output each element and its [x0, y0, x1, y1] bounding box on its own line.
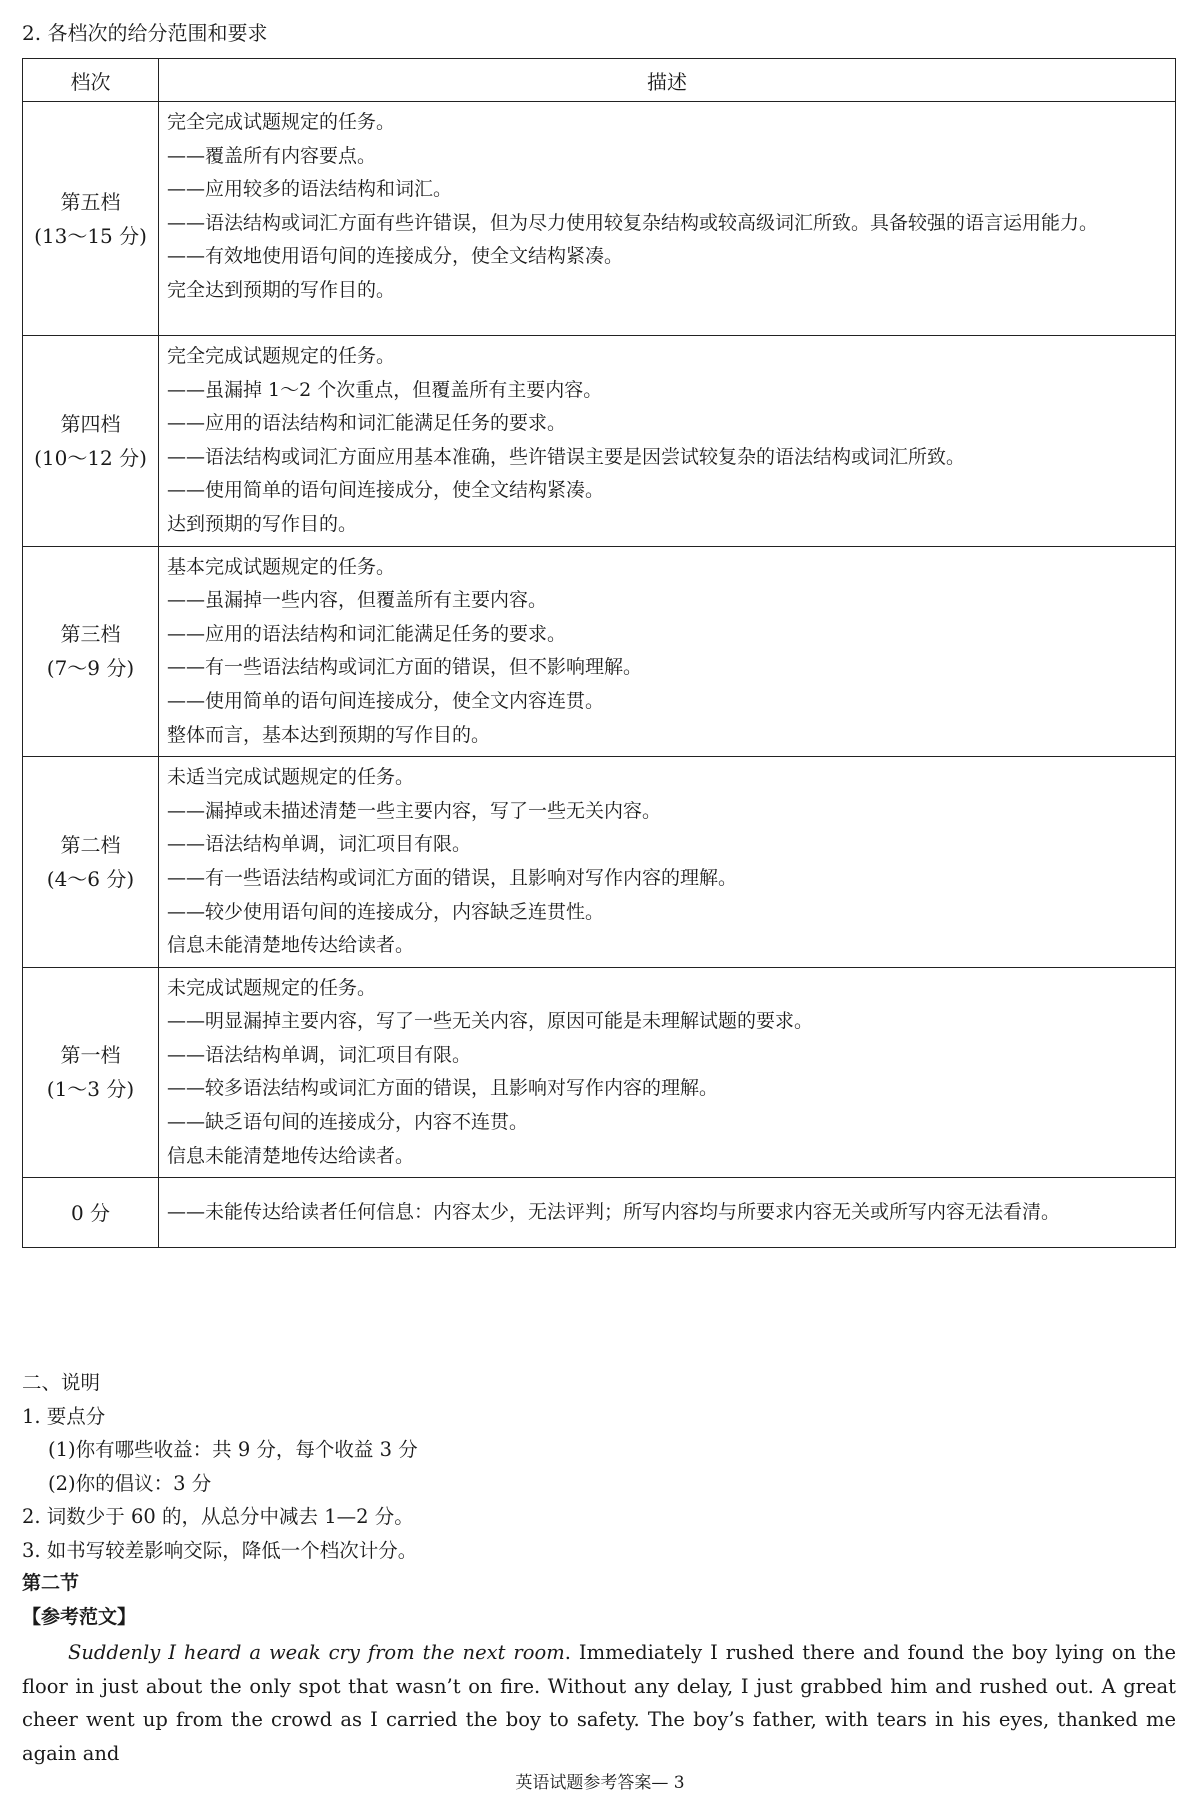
description-line: ——语法结构或词汇方面有些许错误，但为尽力使用较复杂结构或较高级词汇所致。具备较强的语言运用能力。 [167, 211, 1099, 234]
table-row [23, 757, 1176, 968]
grading-table [22, 58, 1176, 1248]
level-score-range: (4～6 分) [46, 866, 135, 891]
description-line: 完全完成试题规定的任务。 [167, 345, 396, 367]
level-name: 第二档 [60, 832, 121, 857]
note-item-2: 2. 词数少于 60 的，从总分中减去 1—2 分。 [22, 1505, 414, 1528]
reference-essay [22, 1636, 1176, 1770]
description-line: 基本完成试题规定的任务。 [167, 555, 396, 578]
description-line: ——语法结构单调，词汇项目有限。 [167, 1043, 472, 1066]
description-cell [159, 757, 1176, 968]
level-name: 第四档 [60, 411, 121, 436]
description-line: ——使用简单的语句间连接成分，使全文结构紧凑。 [167, 479, 605, 502]
table-header-row [23, 59, 1176, 102]
notes-title: 二、说明 [22, 1371, 101, 1394]
level-cell [23, 757, 159, 968]
section-heading: 2. 各档次的给分范围和要求 [22, 21, 268, 45]
level-score-range: (7～9 分) [46, 656, 135, 681]
description-line: 整体而言，基本达到预期的写作目的。 [167, 723, 491, 746]
description-cell [159, 1178, 1176, 1248]
column-header-description: 描述 [159, 59, 1176, 102]
description-cell [159, 967, 1176, 1178]
level-name: 第一档 [60, 1043, 121, 1068]
level-cell [23, 546, 159, 757]
description-line: 完全完成试题规定的任务。 [167, 111, 396, 133]
essay-opening-sentence: Suddenly I heard a weak cry from the next room [68, 1641, 565, 1664]
level-score-range: (13～15 分) [34, 223, 147, 248]
reference-essay-heading: 【参考范文】 [22, 1605, 137, 1628]
description-line: ——有一些语法结构或词汇方面的错误，但不影响理解。 [167, 656, 643, 679]
description-line: ——有一些语法结构或词汇方面的错误，且影响对写作内容的理解。 [167, 866, 738, 889]
description-cell [159, 546, 1176, 757]
level-cell [23, 967, 159, 1178]
note-item-3: 3. 如书写较差影响交际，降低一个档次计分。 [22, 1538, 418, 1562]
level-name: 0 分 [70, 1200, 111, 1225]
description-line: 达到预期的写作目的。 [167, 512, 358, 535]
note-item-1a: (1)你有哪些收益：共 9 分，每个收益 3 分 [48, 1438, 418, 1461]
description-line: ——语法结构单调，词汇项目有限。 [167, 833, 472, 856]
note-item-1: 1. 要点分 [22, 1404, 106, 1428]
level-cell [23, 336, 159, 547]
description-line: 信息未能清楚地传达给读者。 [167, 934, 415, 957]
note-item-1b: (2)你的倡议：3 分 [48, 1471, 212, 1495]
description-line: 未完成试题规定的任务。 [167, 976, 377, 999]
description-line: ——覆盖所有内容要点。 [167, 144, 377, 167]
description-line: ——较少使用语句间的连接成分，内容缺乏连贯性。 [167, 900, 605, 923]
description-cell [159, 336, 1176, 547]
description-line: ——虽漏掉 1～2 个次重点，但覆盖所有主要内容。 [167, 378, 603, 401]
description-line: 未适当完成试题规定的任务。 [167, 766, 415, 789]
essay-body: . Immediately I rushed there and found the boy lying on the floor in just about the only spot that wasn’t on fire. Without any delay, I just grabbed him and rushed out. A great cheer went up from the crowd as I carried the boy to safety. The boy’s father, with tears in his eyes, thanked me again and [22, 1641, 1176, 1765]
level-cell [23, 102, 159, 336]
level-score-range: (10～12 分) [34, 445, 147, 470]
description-line: ——应用的语法结构和词汇能满足任务的要求。 [167, 412, 567, 435]
level-name: 第五档 [60, 189, 121, 214]
page-footer: 英语试题参考答案— 3 [515, 1773, 685, 1793]
description-line: ——明显漏掉主要内容，写了一些无关内容，原因可能是未理解试题的要求。 [167, 1010, 814, 1033]
description-line: 信息未能清楚地传达给读者。 [167, 1144, 415, 1167]
level-cell [23, 1178, 159, 1248]
description-line: ——较多语法结构或词汇方面的错误，且影响对写作内容的理解。 [167, 1077, 719, 1100]
level-name: 第三档 [60, 622, 121, 647]
description-line: ——未能传达给读者任何信息：内容太少，无法评判；所写内容均与所要求内容无关或所写内容无法看清。 [167, 1200, 1061, 1223]
level-score-range: (1～3 分) [46, 1077, 135, 1102]
table-row [23, 967, 1176, 1178]
description-line: ——应用较多的语法结构和词汇。 [167, 178, 453, 201]
description-line: 完全达到预期的写作目的。 [167, 278, 396, 301]
description-line: ——使用简单的语句间连接成分，使全文内容连贯。 [167, 689, 605, 712]
table-row [23, 546, 1176, 757]
notes-section [22, 1366, 1176, 1770]
description-line: ——语法结构或词汇方面应用基本准确，些许错误主要是因尝试较复杂的语法结构或词汇所致。 [167, 445, 966, 468]
description-cell [159, 102, 1176, 336]
table-row [23, 1178, 1176, 1248]
table-row [23, 336, 1176, 547]
description-line: ——应用的语法结构和词汇能满足任务的要求。 [167, 622, 567, 645]
description-line: ——缺乏语句间的连接成分，内容不连贯。 [167, 1111, 529, 1134]
description-line: ——有效地使用语句间的连接成分，使全文结构紧凑。 [167, 245, 624, 268]
table-body [23, 102, 1176, 1248]
column-header-level: 档次 [23, 59, 159, 102]
part-heading: 第二节 [22, 1572, 80, 1594]
table-row [23, 102, 1176, 336]
description-line: ——漏掉或未描述清楚一些主要内容，写了一些无关内容。 [167, 799, 662, 822]
description-line: ——虽漏掉一些内容，但覆盖所有主要内容。 [167, 589, 548, 612]
